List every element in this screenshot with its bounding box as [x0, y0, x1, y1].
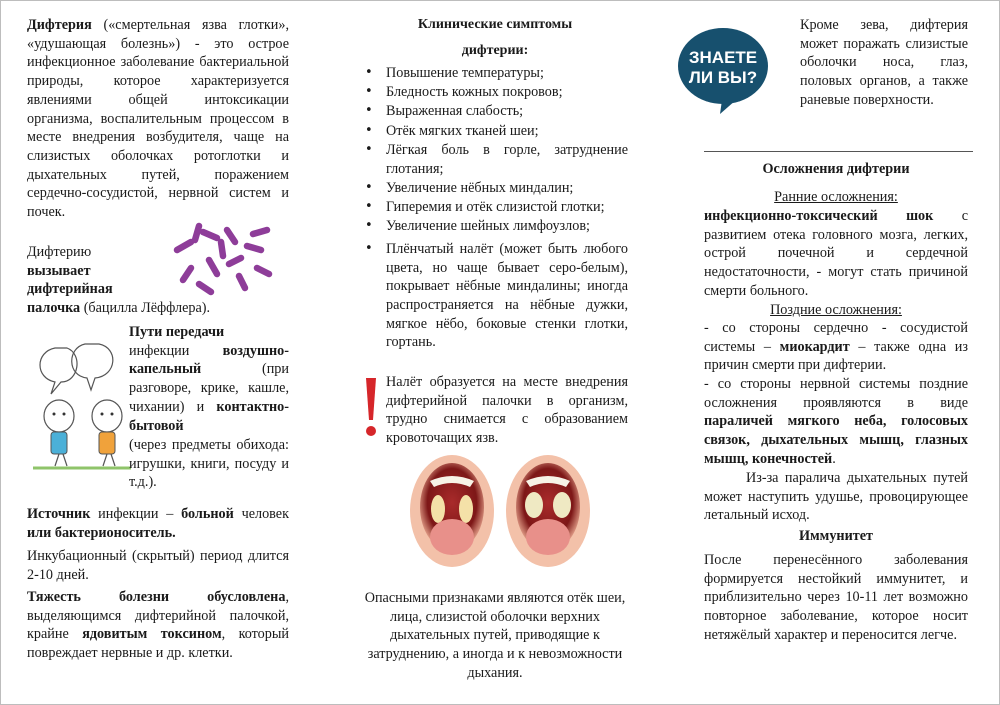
transmission-objects [129, 436, 289, 492]
section-divider [704, 151, 973, 152]
late-nervous-text-1: - со стороны нервной системы поздние осложнения проявляются в виде [704, 376, 968, 411]
symptom-item: • Бледность кожных покровов; [362, 83, 628, 102]
bacillus-rod [253, 230, 267, 234]
did-you-know-badge [676, 26, 770, 114]
shock-term: инфекционно-токсический шок [704, 208, 934, 224]
exclamation-icon [362, 376, 380, 440]
bacillus-rod [183, 268, 191, 280]
early-complications-text [704, 207, 968, 301]
symptom-item: • Гиперемия и отёк слизистой глотки; [362, 198, 628, 217]
source-term: Источник [27, 506, 91, 522]
cause-line-1: Дифтерию [27, 244, 92, 260]
source-carrier: или бактерионоситель. [27, 524, 176, 541]
toxin-term: ядовитым токсином [82, 626, 222, 643]
symptom-item: • Повышение температуры; [362, 64, 628, 83]
early-complications-title: Ранние осложнения: [774, 189, 898, 205]
transmission-text-2: (при разговоре, крике, кашле, чихании) и [129, 361, 289, 415]
symptom-item: • Увеличение шейных лимфоузлов; [362, 217, 628, 236]
contact-term: контактно-бытовой [129, 398, 289, 434]
bacillus-rod [209, 260, 217, 274]
symptom-item: • Выраженная слабость; [362, 102, 628, 121]
symptoms-title-line1: Клинические симптомы [417, 17, 573, 32]
incubation-paragraph: Инкубационный (скрытый) период длится 2-10 дней. [27, 548, 289, 583]
cause-lines [27, 243, 177, 299]
throat-illustration [408, 451, 594, 573]
late-heart-text [704, 319, 968, 375]
transmission-text-3: (через предметы обихода: игрушки, книги, посуду и т.д.). [129, 437, 289, 491]
plaque-warning-text: Налёт образуется на месте внедрения дифтерийной палочки в организм, трудно снимается с образованием кровоточащих язв. [386, 374, 628, 447]
badge-line-2: ЛИ ВЫ? [688, 68, 758, 87]
bacillus-rod [199, 284, 211, 292]
cause-line-3: дифтерийная [27, 281, 113, 298]
transmission-title: Пути передачи [129, 324, 225, 340]
bacillus-rod [177, 242, 191, 250]
source-paragraph [27, 505, 289, 542]
bacteria-illustration [169, 222, 279, 300]
source-patient: больной [181, 506, 234, 522]
source-text: инфекции – [90, 506, 182, 522]
bacillus-name: (бацилла Лёффлера). [80, 300, 211, 316]
late-complications-title: Поздние осложнения: [770, 302, 902, 318]
myocarditis-term: миокардит [779, 338, 850, 355]
late-nervous-text [704, 375, 968, 469]
late-heart-text-2: – также одна из причин смерти при дифтерии. [704, 338, 968, 374]
severity-text: , выделяющимся дифтерийной палочкой, крайне [27, 589, 289, 643]
badge-text [676, 48, 770, 88]
symptoms-list [362, 64, 628, 353]
bacillus-rod [221, 242, 223, 256]
airborne-term: воздушно-капельный [129, 342, 289, 378]
bacillus-rod [229, 258, 241, 264]
symptom-item: • Увеличение нёбных миндалин; [362, 179, 628, 198]
bacillus-rod [203, 232, 217, 238]
bacillus-term: палочка [27, 300, 81, 316]
danger-signs-text: Опасными признаками являются отёк шеи, лица, слизистой оболочки верхних дыхательных путей, приводящие к затруднению, а иногда и к невозможности дыхания. [364, 590, 626, 681]
complications-title: Осложнения дифтерии [762, 161, 910, 177]
paralysis-text: Из-за паралича дыхательных путей может наступить удушье, провоцирующее летальный исход. [704, 470, 968, 524]
symptom-item: • Лёгкая боль в горле, затруднение глотания; [362, 141, 628, 178]
bacillus-rod [257, 268, 269, 274]
severity-term: Тяжесть болезни обусловлена [27, 589, 286, 605]
symptom-item: • Плёнчатый налёт (может быть любого цвета, но чаще бывает серо-белым), покрывает нёбные миндалины; иногда распространяется на нёбные дужки, мягкое нёбо, боковые стенки глотки, гортань. [362, 240, 628, 352]
transmission-paragraph [129, 323, 289, 435]
children-talking-illustration [27, 338, 137, 472]
late-nervous-text-2: . [832, 450, 836, 467]
immunity-text: После перенесённого заболевания формируется нестойкий иммунитет, и приблизительно через 10-11 лет возможно повторное заболевание, которое носит нетяжёлый характер и переносится легче. [704, 552, 968, 643]
severity-text-2: , который повреждает нервные и др. клетки. [27, 626, 289, 662]
badge-line-1: ЗНАЕТЕ [688, 48, 758, 67]
bacillus-rod [247, 246, 261, 250]
transmission-text-1: инфекции [129, 342, 223, 359]
bacillus-rod [195, 226, 199, 240]
cause-line-4 [27, 299, 289, 318]
did-you-know-text: Кроме зева, дифтерия может поражать слизистые оболочки носа, глаз, половых органов, а также раневые поверхности. [800, 17, 968, 108]
bacillus-rod [227, 230, 235, 242]
source-text-2: человек [233, 506, 289, 522]
definition-paragraph [27, 16, 289, 222]
paralysis-term: параличей мягкого неба, голосовых связок, дыхательных мышц, глазных мышц, конечностей [704, 413, 968, 467]
definition-text: («смертельная язва глотки», «удушающая болезнь») - это острое инфекционное заболевание бактериальной природы, которое характеризуется явлениями общей интоксикации организма, воспалительным процессом в месте внедрения возбудителя, чаще на слизистых оболочках ротоглотки и дыхательных путей, поражением сердечно-сосудистой, нервной систем и почек. [27, 17, 289, 221]
late-heart-text-1: - со стороны сердечно - сосудистой системы – [704, 320, 968, 355]
symptoms-title-line2: дифтерии: [461, 43, 529, 58]
symptom-item: • Отёк мягких тканей шеи; [362, 122, 628, 141]
severity-paragraph [27, 588, 289, 663]
cause-line-2: вызывает [27, 262, 91, 279]
immunity-title: Иммунитет [798, 528, 874, 544]
bacillus-rod [239, 276, 245, 288]
shock-description: с развитием отека головного мозга, легких, острой почечной и сердечной недостаточности, - могут стать причиной смерти больного. [704, 208, 968, 299]
term-diphtheria: Дифтерия [27, 17, 92, 33]
